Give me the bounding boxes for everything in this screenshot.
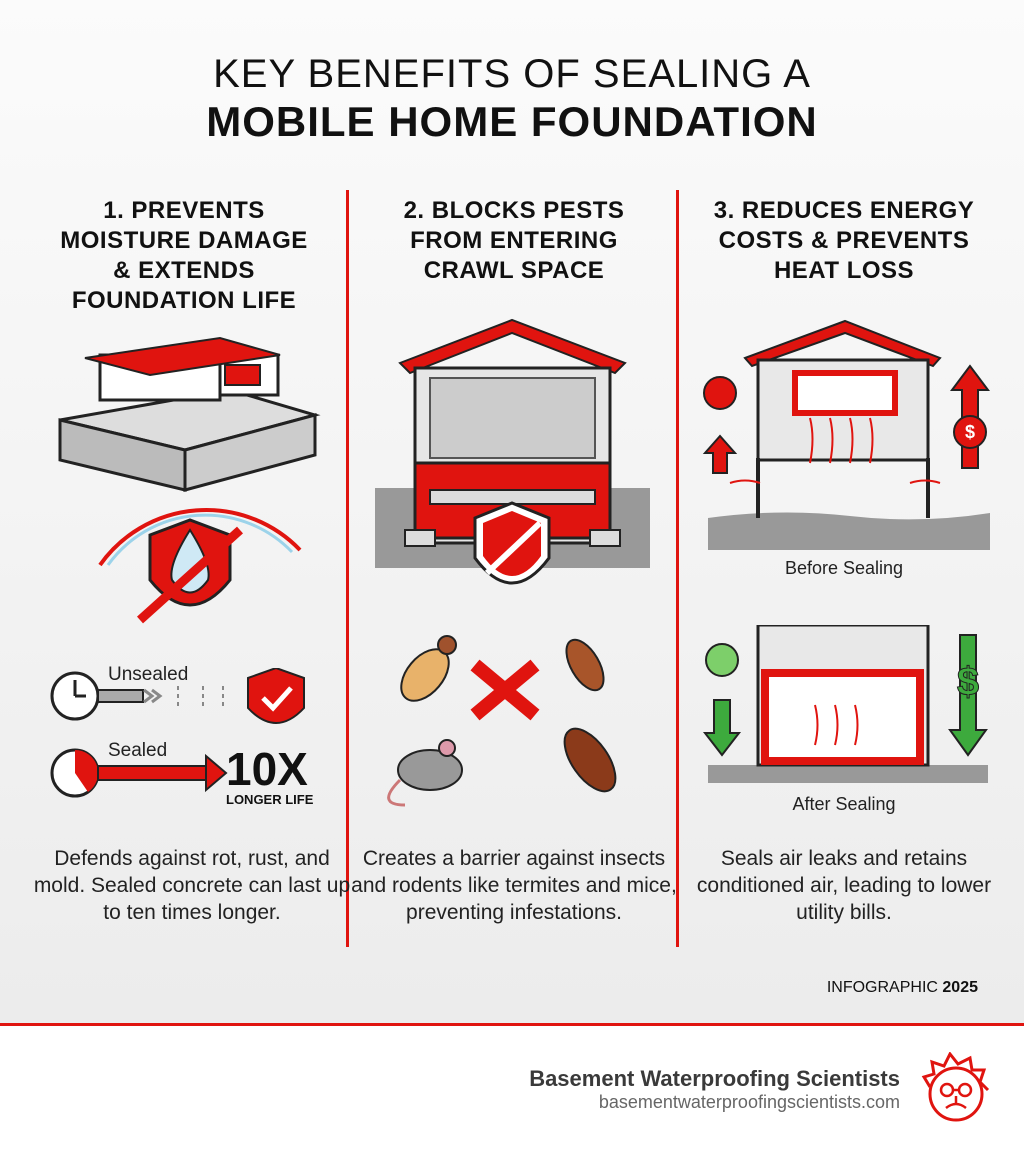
unsealed-label: Unsealed <box>108 664 189 685</box>
scientist-logo-icon <box>920 1052 992 1132</box>
column-heading: 3. REDUCES ENERGY COSTS & PREVENTS HEAT LOSS <box>713 197 975 284</box>
crawlspace-shield-icon <box>375 318 650 618</box>
infographic-year <box>827 979 978 997</box>
svg-text:$: $ <box>964 422 976 442</box>
after-caption: After Sealing <box>792 794 896 814</box>
mouse-icon <box>389 740 462 805</box>
infographic-label: INFOGRAPHIC <box>826 979 938 996</box>
column-description: Defends against rot, rust, and mold. Sealed concrete can last up to ten times longer. <box>33 847 351 924</box>
column-description: Seals air leaks and retains conditioned air, leading to lower utility bills. <box>696 847 992 924</box>
svg-text:$: $ <box>956 660 980 704</box>
column-heading: 1. PREVENTS MOISTURE DAMAGE & EXTENDS FOUNDATION LIFE <box>60 197 308 314</box>
before-sealing-diagram <box>700 318 1000 553</box>
year-label: 2025 <box>942 979 978 996</box>
termite-icon <box>392 636 458 710</box>
brand-url[interactable]: basementwaterproofingscientists.com <box>598 1092 900 1112</box>
after-sealing-diagram <box>700 625 1000 785</box>
pests-blocked-icon <box>375 620 650 820</box>
beetle-icon <box>555 720 626 800</box>
column-description: Creates a barrier against insects and rodents like termites and mice, preventing infestations. <box>351 847 677 924</box>
footer-divider <box>0 1023 1024 1026</box>
sealed-label: Sealed <box>108 740 168 761</box>
title-line-2: MOBILE HOME FOUNDATION <box>206 98 818 145</box>
column-energy <box>679 196 1009 286</box>
multiplier-value: 10X <box>226 743 308 795</box>
cockroach-icon <box>559 634 611 696</box>
house-moisture-shield-icon <box>40 330 330 640</box>
brand-name: Basement Waterproofing Scientists <box>529 1066 900 1091</box>
before-caption: Before Sealing <box>784 558 904 578</box>
title-line-1: KEY BENEFITS OF SEALING A <box>213 52 811 96</box>
multiplier-caption: LONGER LIFE <box>226 792 314 807</box>
column-moisture <box>19 196 349 316</box>
column-pests <box>349 196 679 286</box>
column-heading: 2. BLOCKS PESTS FROM ENTERING CRAWL SPACE <box>403 197 625 284</box>
